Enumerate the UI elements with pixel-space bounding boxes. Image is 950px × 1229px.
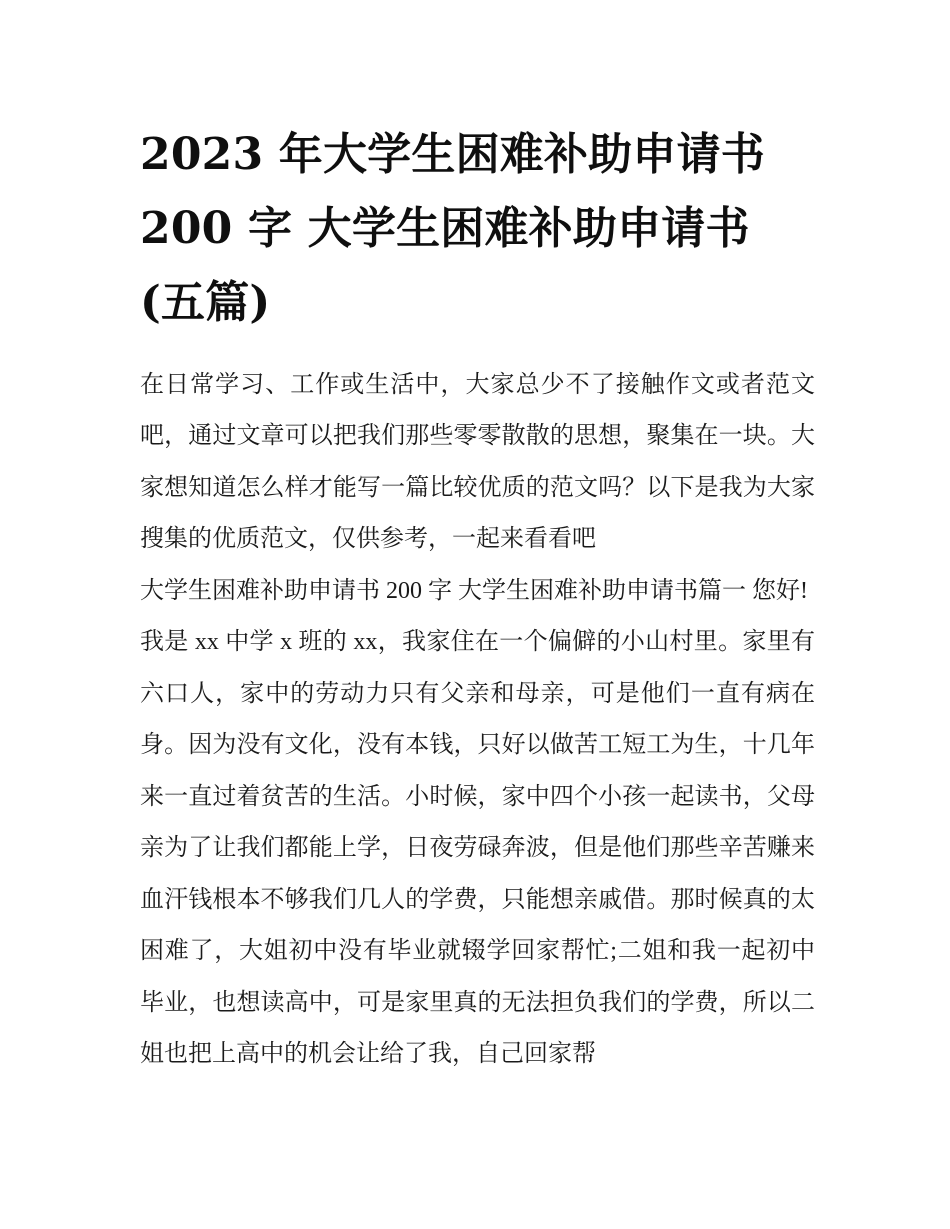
document-content: [140, 118, 815, 1081]
intro-paragraph: 在日常学习、工作或生活中，大家总少不了接触作文或者范文吧，通过文章可以把我们那些零零散散的思想，聚集在一块。大家想知道怎么样才能写一篇比较优质的范文吗？以下是我为大家搜集的优质范文，仅供参考，一起来看看吧: [140, 371, 815, 553]
section-heading-paragraph: 大学生困难补助申请书 200 字 大学生困难补助申请书篇一 您好!: [140, 577, 808, 604]
title-line-3: (五篇): [140, 276, 271, 328]
title-line-2: 200 字 大学生困难补助申请书: [140, 202, 750, 254]
letter-body-paragraph: 我是 xx 中学 x 班的 xx，我家住在一个偏僻的小山村里。家里有六口人，家中的劳动力只有父亲和母亲，可是他们一直有病在身。因为没有文化，没有本钱，只好以做苦工短工为生，十几年来一直过着贫苦的生活。小时候，家中四个小孩一起读书，父母亲为了让我们都能上学，日夜劳碌奔波，但是他们那些辛苦赚来血汗钱根本不够我们几人的学费，只能想亲戚借。那时候真的太困难了，大姐初中没有毕业就辍学回家帮忙;二姐和我一起初中毕业，也想读高中，可是家里真的无法担负我们的学费，所以二姐也把上高中的机会让给了我，自己回家帮: [140, 629, 815, 1068]
document-title: [140, 118, 815, 340]
title-line-1: 2023 年大学生困难补助申请书: [140, 129, 765, 180]
document-body: [140, 360, 815, 1081]
